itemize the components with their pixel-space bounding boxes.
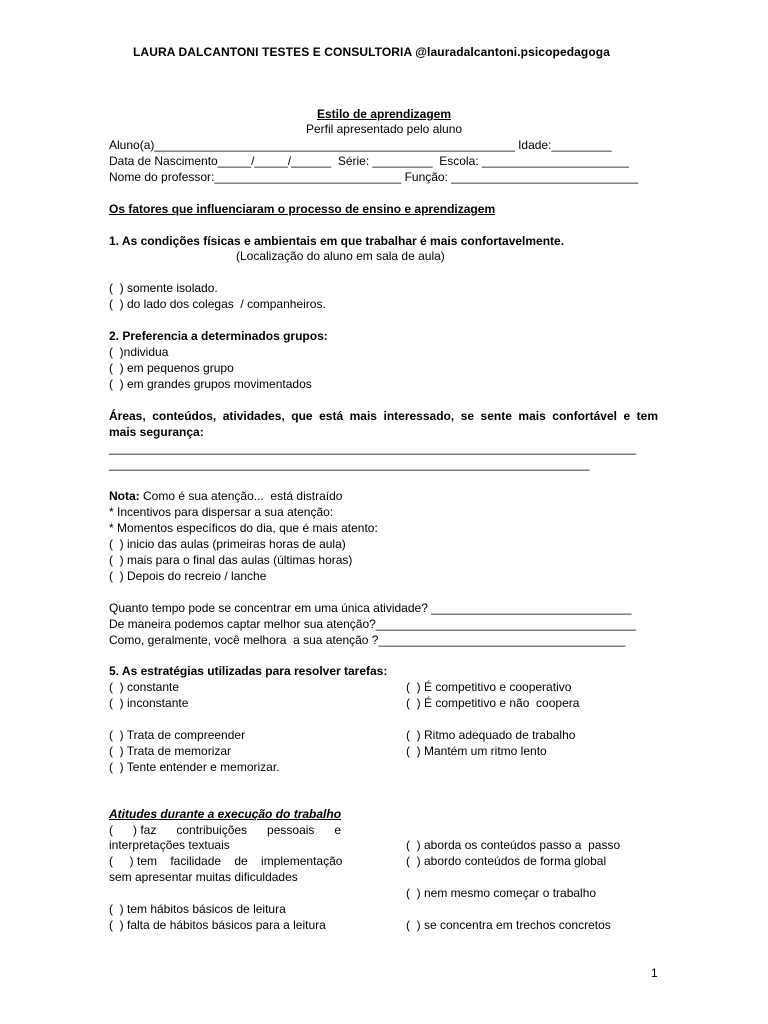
q5-title: 5. As estratégias utilizadas para resolver tarefas:: [109, 664, 388, 678]
atitudes-option-cont: sem apresentar muitas dificuldades: [109, 870, 298, 884]
atitudes-option[interactable]: ( ) abordo conteúdos de forma global: [406, 854, 607, 868]
q5-option[interactable]: ( ) Ritmo adequado de trabalho: [406, 728, 576, 742]
q5-option[interactable]: ( ) inconstante: [109, 696, 189, 710]
q5-option[interactable]: ( ) Mantém um ritmo lento: [406, 744, 547, 758]
areas-blank-line[interactable]: ________________________________________________________________________: [109, 457, 590, 471]
nota-item: * Incentivos para dispersar a sua atenção:: [109, 505, 334, 519]
atitudes-option-cont: interpretações textuais: [109, 838, 230, 852]
q1-option[interactable]: ( ) do lado dos colegas / companheiros.: [109, 297, 326, 311]
areas-title-line2: mais segurança:: [109, 425, 204, 439]
atitudes-option[interactable]: ( ) nem mesmo começar o trabalho: [406, 886, 597, 900]
areas-title-line1: Áreas, conteúdos, atividades, que está mais interessado, se sente mais confortável e tem: [109, 409, 658, 423]
q5-option[interactable]: ( ) É competitivo e cooperativo: [406, 680, 572, 694]
q5-option[interactable]: ( ) Trata de memorizar: [109, 744, 232, 758]
q2-title: 2. Preferencia a determinados grupos:: [109, 329, 328, 343]
atitudes-option[interactable]: ( ) faz contribuições pessoais e: [109, 823, 342, 837]
nota-label: Nota:: [109, 489, 140, 503]
nota-option[interactable]: ( ) mais para o final das aulas (últimas horas): [109, 553, 353, 567]
nota-item: * Momentos específicos do dia, que é mais atento:: [109, 521, 378, 535]
nota-text: Como é sua atenção... está distraído: [139, 489, 343, 503]
atitudes-option[interactable]: ( ) falta de hábitos básicos para a leitura: [109, 918, 326, 932]
nascimento-field[interactable]: Data de Nascimento_____/_____/______ Série: _________ Escola: ______________________: [109, 154, 629, 168]
q5-option[interactable]: ( ) constante: [109, 680, 180, 694]
section-title: Os fatores que influenciaram o processo de ensino e aprendizagem: [109, 202, 496, 216]
question-field[interactable]: Quanto tempo pode se concentrar em uma única atividade? ______________________________: [109, 601, 632, 615]
q2-option[interactable]: ( ) em grandes grupos movimentados: [109, 377, 312, 391]
atitudes-option[interactable]: ( ) tem hábitos básicos de leitura: [109, 902, 286, 916]
atitudes-option[interactable]: ( ) tem facilidade de implementação: [109, 854, 343, 868]
professor-field[interactable]: Nome do professor:____________________________ Função: ____________________________: [109, 170, 639, 184]
q5-option[interactable]: ( ) É competitivo e não coopera: [406, 696, 580, 710]
atitudes-option[interactable]: ( ) aborda os conteúdos passo a passo: [406, 838, 621, 852]
q5-option[interactable]: ( ) Tente entender e memorizar.: [109, 760, 280, 774]
nota-option[interactable]: ( ) inicio das aulas (primeiras horas de aula): [109, 537, 346, 551]
document-subtitle: Perfil apresentado pelo aluno: [305, 122, 463, 136]
atitudes-title: Atitudes durante a execução do trabalho: [109, 807, 342, 821]
q1-option[interactable]: ( ) somente isolado.: [109, 281, 218, 295]
aluno-field[interactable]: Aluno(a)______________________________________________________ Idade:_________: [109, 138, 612, 152]
q2-option[interactable]: ( ) em pequenos grupo: [109, 361, 234, 375]
question-field[interactable]: Como, geralmente, você melhora a sua atenção ?_____________________________________: [109, 633, 626, 647]
nota-option[interactable]: ( ) Depois do recreio / lanche: [109, 569, 267, 583]
q2-option[interactable]: ( )ndividua: [109, 345, 169, 359]
q1-title: 1. As condições físicas e ambientais em que trabalhar é mais confortavelmente.: [109, 234, 565, 248]
atitudes-option[interactable]: ( ) se concentra em trechos concretos: [406, 918, 611, 932]
page-number: 1: [651, 966, 658, 980]
page-header: LAURA DALCANTONI TESTES E CONSULTORIA @lauradalcantoni.psicopedagoga: [133, 45, 610, 59]
areas-blank-line[interactable]: _______________________________________________________________________________: [109, 441, 637, 455]
document-title: Estilo de aprendizagem: [316, 107, 452, 121]
q1-note: (Localização do aluno em sala de aula): [236, 249, 445, 263]
nota-line: [109, 489, 342, 503]
q5-option[interactable]: ( ) Trata de compreender: [109, 728, 246, 742]
question-field[interactable]: De maneira podemos captar melhor sua atenção?_______________________________________: [109, 617, 637, 631]
